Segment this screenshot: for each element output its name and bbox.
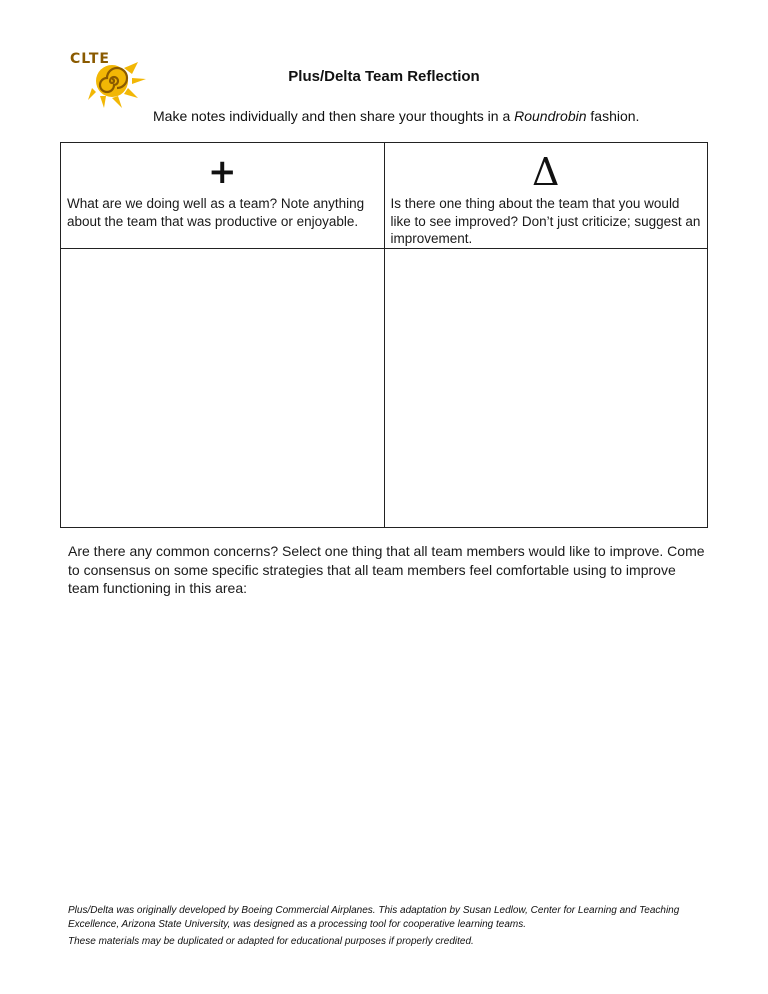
delta-prompt: Is there one thing about the team that you would like to see improved? Don’t just criticize; suggest an improvement. xyxy=(390,196,701,246)
consensus-question: Are there any common concerns? Select one thing that all team members would like to improve. Come to consensus on some specific strategies that all team members feel comfortable using to improve team functioning in this area: xyxy=(68,543,705,596)
delta-header-cell xyxy=(384,143,708,249)
logo-text: CLTE xyxy=(70,51,110,67)
footer-permission: These materials may be duplicated or adapted for educational purposes if properly credited. xyxy=(68,936,474,947)
plus-delta-table xyxy=(60,142,708,528)
instructions xyxy=(153,108,639,124)
footer-credit: Plus/Delta was originally developed by Boeing Commercial Airplanes. This adaptation by Susan Ledlow, Center for Learning and Teaching Excellence, Arizona State University, was designed as a processing tool for cooperative learning teams. xyxy=(68,905,680,930)
plus-icon: + xyxy=(208,152,237,192)
instructions-lead: Make notes individually and then share your thoughts in a xyxy=(153,108,515,124)
page-title xyxy=(0,68,768,85)
plus-notes-area[interactable] xyxy=(61,248,385,527)
delta-icon: Δ xyxy=(532,150,560,194)
delta-notes-area[interactable] xyxy=(384,248,708,527)
instructions-emphasis: Roundrobin xyxy=(514,108,587,124)
footer xyxy=(68,904,708,953)
page-title-text: Plus/Delta Team Reflection xyxy=(288,68,480,85)
plus-header-cell xyxy=(61,143,385,249)
instructions-tail: fashion. xyxy=(586,108,640,124)
plus-prompt: What are we doing well as a team? Note anything about the team that was productive or enjoyable. xyxy=(67,196,365,229)
